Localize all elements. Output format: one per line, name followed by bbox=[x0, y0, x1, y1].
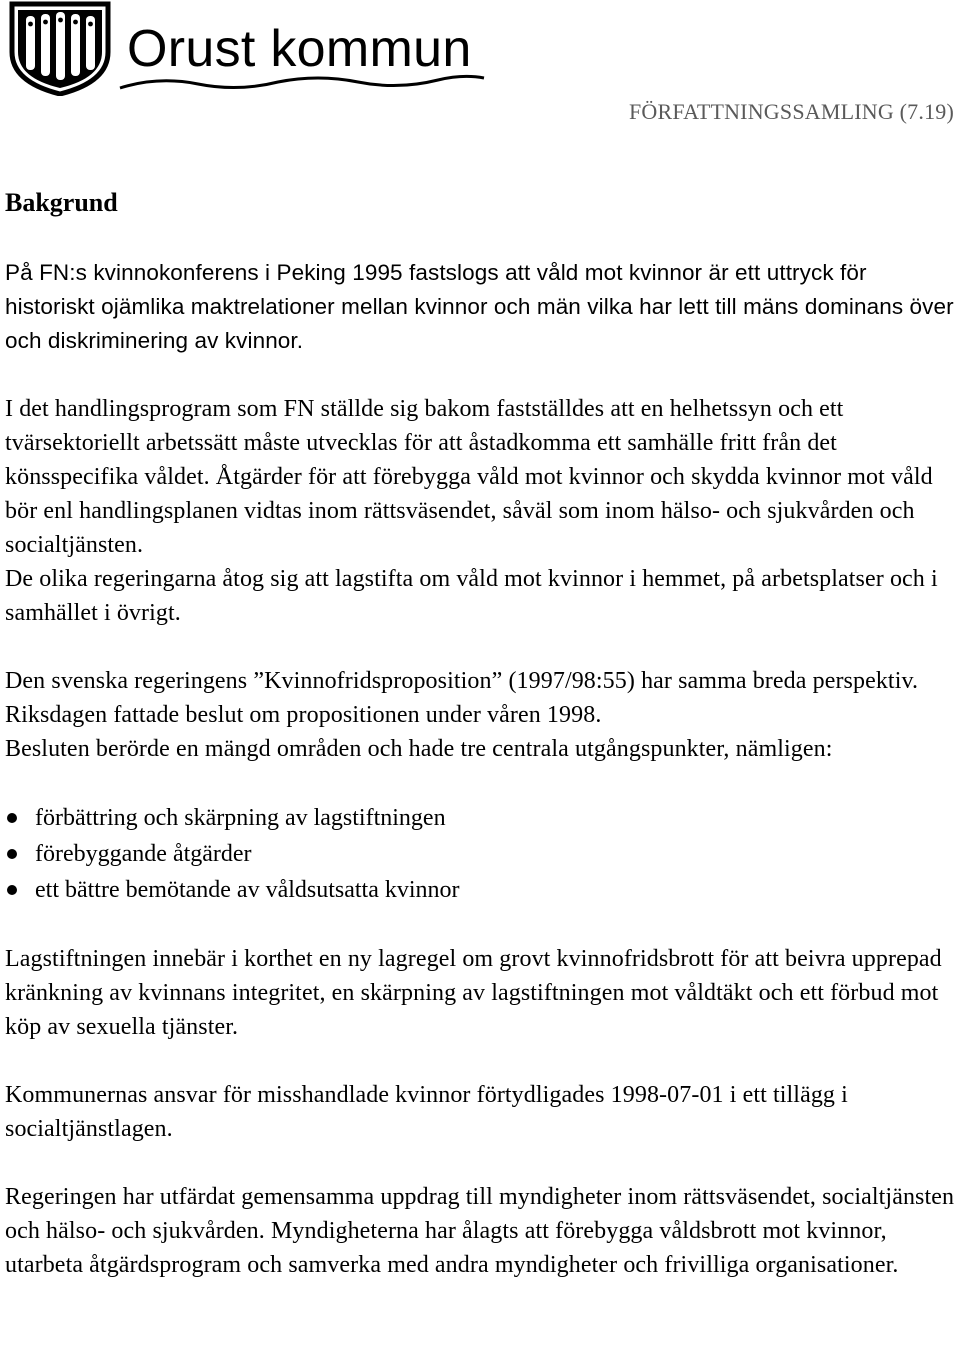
logo-swoosh-line bbox=[118, 68, 488, 94]
collection-label: FÖRFATTNINGSSAMLING (7.19) bbox=[628, 99, 954, 124]
paragraph: Den svenska regeringens ”Kvinnofridsproposition” (1997/98:55) har samma breda perspektiv. Riksdagen fattade beslut om propositionen under våren 1998. bbox=[5, 668, 919, 728]
paragraph: Regeringen har utfärdat gemensamma uppdrag till myndigheter inom rättsväsendet, socialtjänsten och hälso- och sjukvården. Myndigheterna har ålagts att förebygga våldsbrott mot kvinnor, utarbeta åtgärdsprogram och samverka med andra myndigheter och frivilliga organisationer. bbox=[5, 1184, 955, 1278]
paragraph: På FN:s kvinnokonferens i Peking 1995 fastslogs att våld mot kvinnor är ett uttryck för historiskt ojämlika maktrelationer mellan kvinnor och män vilka har lett till mäns dominans över och diskriminering av kvinnor. bbox=[5, 260, 954, 353]
paragraph: Lagstiftningen innebär i korthet en ny lagregel om grovt kvinnofridsbrott för att beivra upprepad kränkning av kvinnans integritet, en skärpning av lagstiftningen mot våldtäkt och ett förbud mot köp av sexuella tjänster. bbox=[5, 946, 942, 1040]
paragraph: I det handlingsprogram som FN ställde sig bakom fastställdes att en helhetssyn och ett tvärsektoriellt arbetssätt måste utvecklas för att åstadkomma ett samhälle fritt från det könsspecifika våldet. Åtgärder för att förebygga våld mot kvinnor och skydda kvinnor mot våld bör enl handlingsplanen vidtas inom rättsväsendet, såväl som inom hälso- och sjukvården och socialtjänsten. bbox=[5, 396, 933, 558]
bullet-icon bbox=[7, 813, 17, 823]
paragraph: Besluten berörde en mängd områden och hade tre centrala utgångspunkter, nämligen: bbox=[5, 736, 833, 762]
document-body bbox=[5, 186, 957, 1282]
municipal-coat-of-arms-icon bbox=[4, 0, 116, 96]
bullet-icon bbox=[7, 849, 17, 859]
section-heading: Bakgrund bbox=[5, 188, 118, 217]
bullet-icon bbox=[7, 885, 17, 895]
list-item bbox=[5, 872, 957, 908]
list-item bbox=[5, 836, 957, 872]
list-item bbox=[5, 800, 957, 836]
bullet-list bbox=[5, 800, 957, 908]
list-item-text: ett bättre bemötande av våldsutsatta kvinnor bbox=[35, 877, 460, 903]
list-item-text: förebyggande åtgärder bbox=[35, 841, 252, 867]
page-header bbox=[0, 0, 960, 130]
list-item-text: förbättring och skärpning av lagstiftningen bbox=[35, 805, 446, 831]
logo-wordmark: Orust kommun bbox=[127, 20, 472, 78]
paragraph: De olika regeringarna åtog sig att lagstifta om våld mot kvinnor i hemmet, på arbetsplatser och i samhället i övrigt. bbox=[5, 566, 938, 626]
paragraph: Kommunernas ansvar för misshandlade kvinnor förtydligades 1998-07-01 i ett tillägg i socialtjänstlagen. bbox=[5, 1082, 848, 1142]
